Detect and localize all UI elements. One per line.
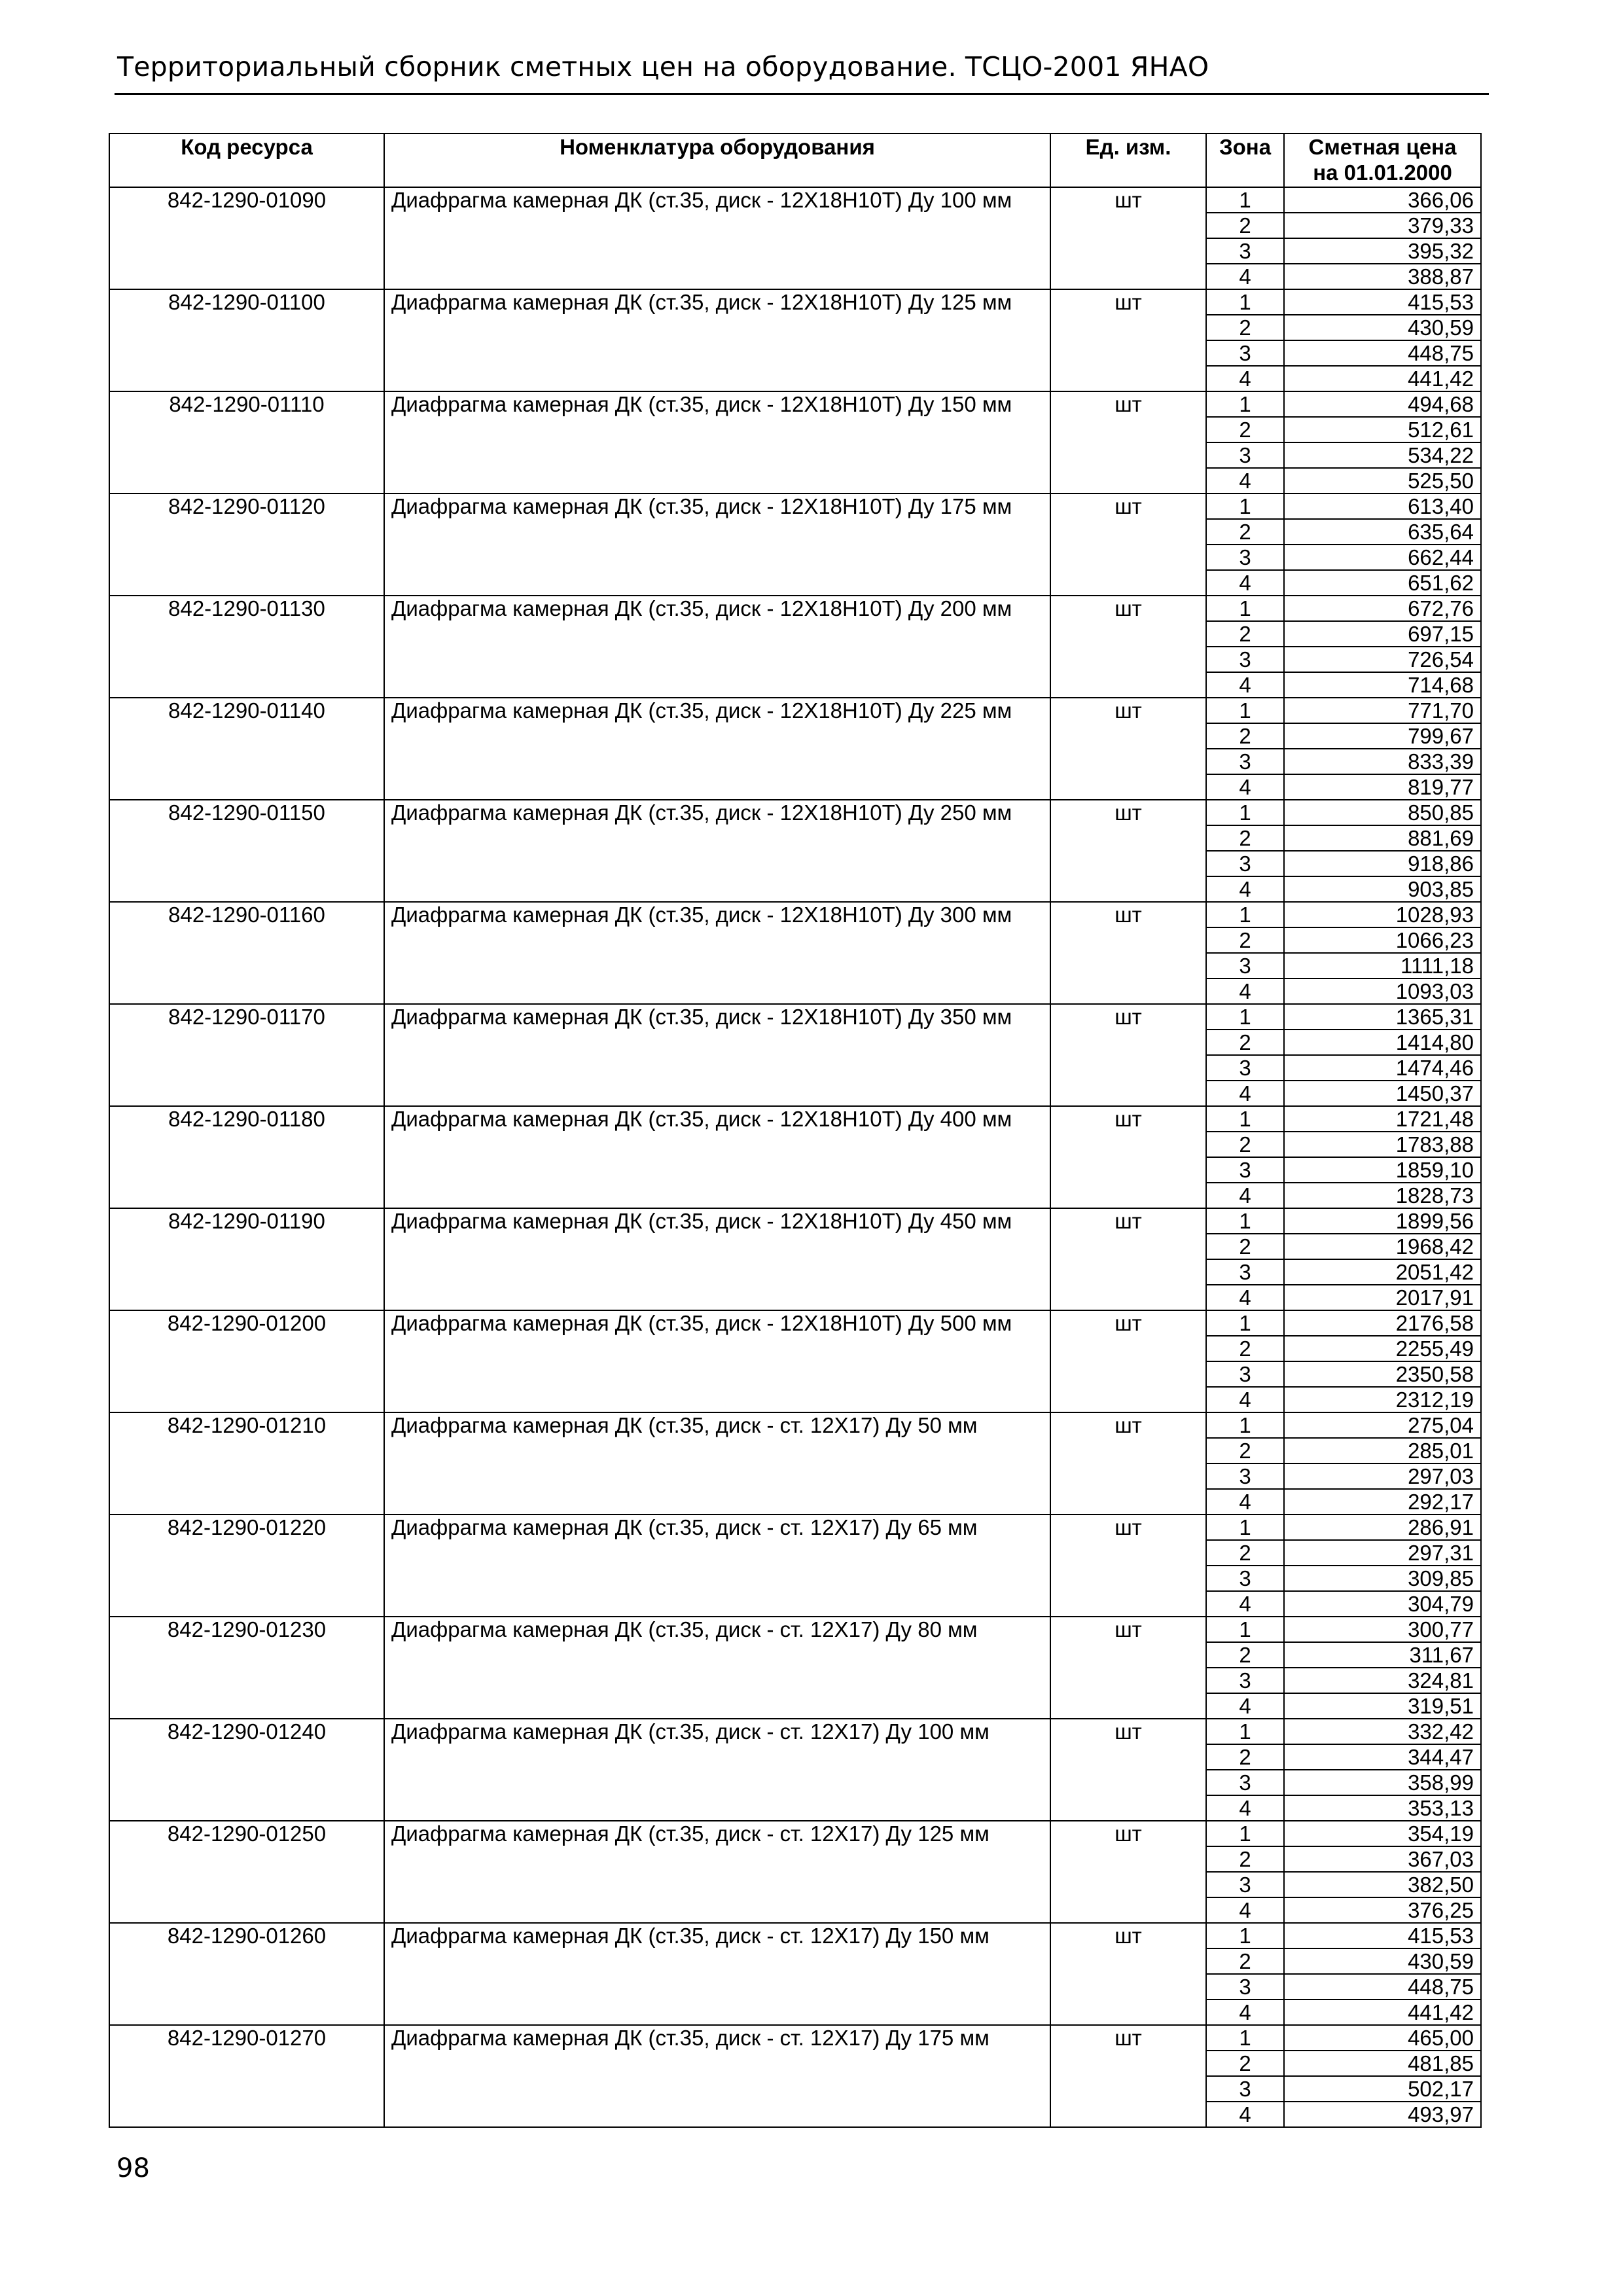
equipment-name-cell: Диафрагма камерная ДК (ст.35, диск - 12Х18Н10Т) Ду 250 мм — [384, 800, 1050, 902]
column-header-code: Код ресурса — [109, 134, 384, 187]
price-cell: 2350,58 — [1284, 1361, 1481, 1387]
zone-cell: 2 — [1206, 825, 1284, 851]
zone-cell: 3 — [1206, 1055, 1284, 1081]
zone-cell: 2 — [1206, 1030, 1284, 1055]
price-cell: 353,13 — [1284, 1795, 1481, 1821]
equipment-name-cell: Диафрагма камерная ДК (ст.35, диск - 12Х18Н10Т) Ду 450 мм — [384, 1208, 1050, 1310]
price-cell: 2051,42 — [1284, 1259, 1481, 1285]
price-cell: 819,77 — [1284, 774, 1481, 800]
resource-code-cell: 842-1290-01240 — [109, 1719, 384, 1821]
zone-cell: 3 — [1206, 1770, 1284, 1795]
table-body — [109, 187, 1481, 2127]
price-cell: 1414,80 — [1284, 1030, 1481, 1055]
zone-cell: 4 — [1206, 264, 1284, 289]
price-cell: 1474,46 — [1284, 1055, 1481, 1081]
price-cell: 672,76 — [1284, 596, 1481, 621]
price-cell: 332,42 — [1284, 1719, 1481, 1744]
price-cell: 285,01 — [1284, 1438, 1481, 1463]
zone-cell: 2 — [1206, 723, 1284, 749]
resource-code-cell: 842-1290-01220 — [109, 1515, 384, 1617]
price-cell: 319,51 — [1284, 1693, 1481, 1719]
equipment-name-cell: Диафрагма камерная ДК (ст.35, диск - 12Х18Н10Т) Ду 300 мм — [384, 902, 1050, 1004]
table-row — [109, 1923, 1481, 1948]
price-cell: 324,81 — [1284, 1668, 1481, 1693]
zone-cell: 3 — [1206, 1259, 1284, 1285]
price-cell: 415,53 — [1284, 289, 1481, 315]
equipment-name-cell: Диафрагма камерная ДК (ст.35, диск - 12Х18Н10Т) Ду 175 мм — [384, 493, 1050, 596]
zone-cell: 2 — [1206, 1948, 1284, 1974]
page-header — [115, 47, 1489, 95]
zone-cell: 3 — [1206, 953, 1284, 978]
table-header-row — [109, 134, 1481, 187]
price-cell: 651,62 — [1284, 570, 1481, 596]
equipment-name-cell: Диафрагма камерная ДК (ст.35, диск - 12Х18Н10Т) Ду 150 мм — [384, 391, 1050, 493]
zone-cell: 1 — [1206, 1004, 1284, 1030]
price-cell: 525,50 — [1284, 468, 1481, 493]
price-cell: 297,31 — [1284, 1540, 1481, 1566]
price-cell: 366,06 — [1284, 187, 1481, 213]
price-cell: 430,59 — [1284, 1948, 1481, 1974]
page-title: Территориальный сборник сметных цен на оборудование. ТСЦО-2001 ЯНАО — [117, 51, 1209, 82]
price-cell: 494,68 — [1284, 391, 1481, 417]
unit-cell: шт — [1050, 1004, 1206, 1106]
price-cell: 903,85 — [1284, 876, 1481, 902]
zone-cell: 3 — [1206, 749, 1284, 774]
table-row — [109, 1617, 1481, 1642]
zone-cell: 2 — [1206, 2051, 1284, 2076]
price-cell: 881,69 — [1284, 825, 1481, 851]
price-cell: 395,32 — [1284, 238, 1481, 264]
price-cell: 1828,73 — [1284, 1183, 1481, 1208]
equipment-name-cell: Диафрагма камерная ДК (ст.35, диск - ст. 12Х17) Ду 80 мм — [384, 1617, 1050, 1719]
unit-cell: шт — [1050, 1719, 1206, 1821]
zone-cell: 1 — [1206, 493, 1284, 519]
equipment-name-cell: Диафрагма камерная ДК (ст.35, диск - 12Х18Н10Т) Ду 100 мм — [384, 187, 1050, 289]
resource-code-cell: 842-1290-01140 — [109, 698, 384, 800]
price-cell: 2255,49 — [1284, 1336, 1481, 1361]
zone-cell: 4 — [1206, 1693, 1284, 1719]
zone-cell: 3 — [1206, 647, 1284, 672]
price-cell: 1721,48 — [1284, 1106, 1481, 1132]
equipment-name-cell: Диафрагма камерная ДК (ст.35, диск - 12Х18Н10Т) Ду 125 мм — [384, 289, 1050, 391]
zone-cell: 4 — [1206, 1795, 1284, 1821]
table-row — [109, 902, 1481, 927]
price-cell: 286,91 — [1284, 1515, 1481, 1540]
zone-cell: 1 — [1206, 1923, 1284, 1948]
table-row — [109, 1208, 1481, 1234]
zone-cell: 1 — [1206, 391, 1284, 417]
unit-cell: шт — [1050, 1515, 1206, 1617]
resource-code-cell: 842-1290-01160 — [109, 902, 384, 1004]
zone-cell: 1 — [1206, 1515, 1284, 1540]
unit-cell: шт — [1050, 1412, 1206, 1515]
table-row — [109, 1310, 1481, 1336]
zone-cell: 3 — [1206, 1974, 1284, 2000]
price-cell: 512,61 — [1284, 417, 1481, 442]
zone-cell: 1 — [1206, 1208, 1284, 1234]
price-cell: 662,44 — [1284, 545, 1481, 570]
price-cell: 300,77 — [1284, 1617, 1481, 1642]
zone-cell: 3 — [1206, 1668, 1284, 1693]
table-row — [109, 493, 1481, 519]
zone-cell: 4 — [1206, 672, 1284, 698]
price-cell: 379,33 — [1284, 213, 1481, 238]
price-cell: 367,03 — [1284, 1846, 1481, 1872]
price-cell: 415,53 — [1284, 1923, 1481, 1948]
column-header-price-line2: на 01.01.2000 — [1313, 160, 1452, 185]
price-cell: 354,19 — [1284, 1821, 1481, 1846]
price-cell: 771,70 — [1284, 698, 1481, 723]
zone-cell: 3 — [1206, 442, 1284, 468]
zone-cell: 2 — [1206, 1846, 1284, 1872]
table-header — [109, 134, 1481, 187]
zone-cell: 2 — [1206, 417, 1284, 442]
zone-cell: 4 — [1206, 1183, 1284, 1208]
zone-cell: 2 — [1206, 1132, 1284, 1157]
zone-cell: 4 — [1206, 1285, 1284, 1310]
price-cell: 534,22 — [1284, 442, 1481, 468]
equipment-name-cell: Диафрагма камерная ДК (ст.35, диск - ст. 12Х17) Ду 65 мм — [384, 1515, 1050, 1617]
price-cell: 311,67 — [1284, 1642, 1481, 1668]
resource-code-cell: 842-1290-01190 — [109, 1208, 384, 1310]
price-cell: 1093,03 — [1284, 978, 1481, 1004]
zone-cell: 1 — [1206, 187, 1284, 213]
unit-cell: шт — [1050, 391, 1206, 493]
equipment-name-cell: Диафрагма камерная ДК (ст.35, диск - 12Х18Н10Т) Ду 225 мм — [384, 698, 1050, 800]
zone-cell: 2 — [1206, 1234, 1284, 1259]
zone-cell: 3 — [1206, 545, 1284, 570]
equipment-name-cell: Диафрагма камерная ДК (ст.35, диск - 12Х18Н10Т) Ду 400 мм — [384, 1106, 1050, 1208]
column-header-name: Номенклатура оборудования — [384, 134, 1050, 187]
equipment-name-cell: Диафрагма камерная ДК (ст.35, диск - 12Х18Н10Т) Ду 350 мм — [384, 1004, 1050, 1106]
equipment-name-cell: Диафрагма камерная ДК (ст.35, диск - 12Х18Н10Т) Ду 500 мм — [384, 1310, 1050, 1412]
resource-code-cell: 842-1290-01210 — [109, 1412, 384, 1515]
table-row — [109, 391, 1481, 417]
price-cell: 1111,18 — [1284, 953, 1481, 978]
zone-cell: 4 — [1206, 570, 1284, 596]
zone-cell: 3 — [1206, 1361, 1284, 1387]
zone-cell: 2 — [1206, 315, 1284, 340]
zone-cell: 1 — [1206, 902, 1284, 927]
table-row — [109, 596, 1481, 621]
resource-code-cell: 842-1290-01180 — [109, 1106, 384, 1208]
price-cell: 2017,91 — [1284, 1285, 1481, 1310]
zone-cell: 4 — [1206, 366, 1284, 391]
price-cell: 309,85 — [1284, 1566, 1481, 1591]
price-cell: 697,15 — [1284, 621, 1481, 647]
resource-code-cell: 842-1290-01100 — [109, 289, 384, 391]
zone-cell: 1 — [1206, 698, 1284, 723]
zone-cell: 2 — [1206, 1540, 1284, 1566]
zone-cell: 2 — [1206, 213, 1284, 238]
zone-cell: 2 — [1206, 927, 1284, 953]
resource-code-cell: 842-1290-01170 — [109, 1004, 384, 1106]
zone-cell: 1 — [1206, 1412, 1284, 1438]
zone-cell: 3 — [1206, 1463, 1284, 1489]
unit-cell: шт — [1050, 289, 1206, 391]
column-header-unit: Ед. изм. — [1050, 134, 1206, 187]
table-row — [109, 800, 1481, 825]
table-row — [109, 1106, 1481, 1132]
price-cell: 1066,23 — [1284, 927, 1481, 953]
zone-cell: 1 — [1206, 596, 1284, 621]
price-cell: 481,85 — [1284, 2051, 1481, 2076]
zone-cell: 1 — [1206, 1106, 1284, 1132]
zone-cell: 3 — [1206, 340, 1284, 366]
zone-cell: 2 — [1206, 1336, 1284, 1361]
equipment-name-cell: Диафрагма камерная ДК (ст.35, диск - 12Х18Н10Т) Ду 200 мм — [384, 596, 1050, 698]
zone-cell: 4 — [1206, 1081, 1284, 1106]
equipment-name-cell: Диафрагма камерная ДК (ст.35, диск - ст. 12Х17) Ду 100 мм — [384, 1719, 1050, 1821]
price-cell: 448,75 — [1284, 1974, 1481, 2000]
zone-cell: 4 — [1206, 876, 1284, 902]
unit-cell: шт — [1050, 1821, 1206, 1923]
zone-cell: 4 — [1206, 2000, 1284, 2025]
price-cell: 465,00 — [1284, 2025, 1481, 2051]
price-cell: 1899,56 — [1284, 1208, 1481, 1234]
price-cell: 448,75 — [1284, 340, 1481, 366]
resource-code-cell: 842-1290-01120 — [109, 493, 384, 596]
unit-cell: шт — [1050, 187, 1206, 289]
price-cell: 376,25 — [1284, 1897, 1481, 1923]
zone-cell: 3 — [1206, 1566, 1284, 1591]
zone-cell: 3 — [1206, 2076, 1284, 2102]
column-header-price-line1: Сметная цена — [1308, 135, 1457, 159]
equipment-name-cell: Диафрагма камерная ДК (ст.35, диск - ст. 12Х17) Ду 125 мм — [384, 1821, 1050, 1923]
resource-code-cell: 842-1290-01260 — [109, 1923, 384, 2025]
zone-cell: 1 — [1206, 2025, 1284, 2051]
unit-cell: шт — [1050, 902, 1206, 1004]
table-row — [109, 698, 1481, 723]
zone-cell: 4 — [1206, 1897, 1284, 1923]
unit-cell: шт — [1050, 800, 1206, 902]
zone-cell: 4 — [1206, 1387, 1284, 1412]
table-row — [109, 1004, 1481, 1030]
resource-code-cell: 842-1290-01250 — [109, 1821, 384, 1923]
zone-cell: 4 — [1206, 1489, 1284, 1515]
zone-cell: 1 — [1206, 1719, 1284, 1744]
page-number: 98 — [116, 2153, 150, 2183]
price-cell: 304,79 — [1284, 1591, 1481, 1617]
equipment-name-cell: Диафрагма камерная ДК (ст.35, диск - ст. 12Х17) Ду 175 мм — [384, 2025, 1050, 2127]
price-cell: 1968,42 — [1284, 1234, 1481, 1259]
unit-cell: шт — [1050, 596, 1206, 698]
price-cell: 1028,93 — [1284, 902, 1481, 927]
price-cell: 292,17 — [1284, 1489, 1481, 1515]
zone-cell: 2 — [1206, 621, 1284, 647]
unit-cell: шт — [1050, 1310, 1206, 1412]
unit-cell: шт — [1050, 1106, 1206, 1208]
table-row — [109, 1412, 1481, 1438]
unit-cell: шт — [1050, 698, 1206, 800]
table-row — [109, 289, 1481, 315]
zone-cell: 3 — [1206, 1157, 1284, 1183]
zone-cell: 4 — [1206, 978, 1284, 1004]
resource-code-cell: 842-1290-01230 — [109, 1617, 384, 1719]
price-cell: 799,67 — [1284, 723, 1481, 749]
price-cell: 441,42 — [1284, 2000, 1481, 2025]
price-table — [109, 133, 1482, 2128]
zone-cell: 4 — [1206, 468, 1284, 493]
table-row — [109, 187, 1481, 213]
price-cell: 441,42 — [1284, 366, 1481, 391]
zone-cell: 1 — [1206, 1310, 1284, 1336]
equipment-name-cell: Диафрагма камерная ДК (ст.35, диск - ст. 12Х17) Ду 150 мм — [384, 1923, 1050, 2025]
price-cell: 275,04 — [1284, 1412, 1481, 1438]
price-cell: 1450,37 — [1284, 1081, 1481, 1106]
zone-cell: 4 — [1206, 1591, 1284, 1617]
table-row — [109, 2025, 1481, 2051]
price-cell: 1859,10 — [1284, 1157, 1481, 1183]
price-cell: 297,03 — [1284, 1463, 1481, 1489]
unit-cell: шт — [1050, 1617, 1206, 1719]
resource-code-cell: 842-1290-01270 — [109, 2025, 384, 2127]
resource-code-cell: 842-1290-01130 — [109, 596, 384, 698]
price-cell: 918,86 — [1284, 851, 1481, 876]
price-cell: 833,39 — [1284, 749, 1481, 774]
zone-cell: 2 — [1206, 519, 1284, 545]
zone-cell: 1 — [1206, 1617, 1284, 1642]
resource-code-cell: 842-1290-01150 — [109, 800, 384, 902]
column-header-price — [1284, 134, 1481, 187]
price-cell: 382,50 — [1284, 1872, 1481, 1897]
unit-cell: шт — [1050, 2025, 1206, 2127]
zone-cell: 2 — [1206, 1438, 1284, 1463]
price-cell: 2312,19 — [1284, 1387, 1481, 1412]
price-cell: 726,54 — [1284, 647, 1481, 672]
price-cell: 430,59 — [1284, 315, 1481, 340]
price-cell: 1365,31 — [1284, 1004, 1481, 1030]
zone-cell: 4 — [1206, 2102, 1284, 2127]
unit-cell: шт — [1050, 1923, 1206, 2025]
price-cell: 388,87 — [1284, 264, 1481, 289]
price-cell: 714,68 — [1284, 672, 1481, 698]
unit-cell: шт — [1050, 493, 1206, 596]
price-cell: 1783,88 — [1284, 1132, 1481, 1157]
resource-code-cell: 842-1290-01110 — [109, 391, 384, 493]
table-row — [109, 1821, 1481, 1846]
unit-cell: шт — [1050, 1208, 1206, 1310]
zone-cell: 2 — [1206, 1642, 1284, 1668]
price-cell: 493,97 — [1284, 2102, 1481, 2127]
price-cell: 502,17 — [1284, 2076, 1481, 2102]
price-cell: 635,64 — [1284, 519, 1481, 545]
price-cell: 344,47 — [1284, 1744, 1481, 1770]
table-row — [109, 1515, 1481, 1540]
zone-cell: 3 — [1206, 851, 1284, 876]
price-cell: 358,99 — [1284, 1770, 1481, 1795]
zone-cell: 3 — [1206, 1872, 1284, 1897]
zone-cell: 1 — [1206, 800, 1284, 825]
zone-cell: 3 — [1206, 238, 1284, 264]
equipment-name-cell: Диафрагма камерная ДК (ст.35, диск - ст. 12Х17) Ду 50 мм — [384, 1412, 1050, 1515]
zone-cell: 1 — [1206, 1821, 1284, 1846]
price-cell: 613,40 — [1284, 493, 1481, 519]
resource-code-cell: 842-1290-01200 — [109, 1310, 384, 1412]
price-cell: 850,85 — [1284, 800, 1481, 825]
resource-code-cell: 842-1290-01090 — [109, 187, 384, 289]
table-row — [109, 1719, 1481, 1744]
zone-cell: 2 — [1206, 1744, 1284, 1770]
zone-cell: 1 — [1206, 289, 1284, 315]
zone-cell: 4 — [1206, 774, 1284, 800]
column-header-zone: Зона — [1206, 134, 1284, 187]
price-cell: 2176,58 — [1284, 1310, 1481, 1336]
